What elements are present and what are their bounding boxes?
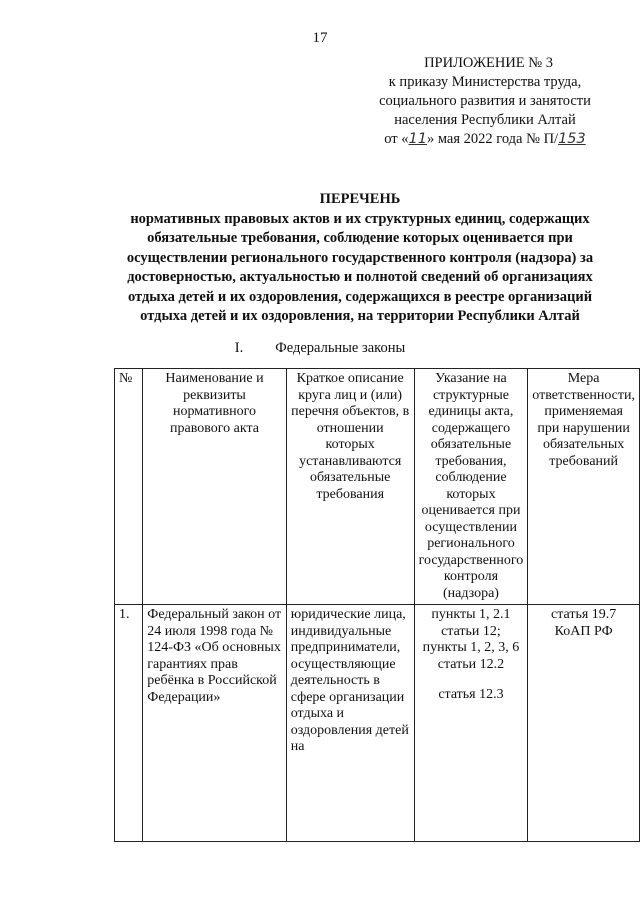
table-header-row [115,369,640,605]
table-row [115,605,640,842]
date-prefix: от « [384,131,409,147]
section-name: Федеральные законы [275,340,406,356]
title-line: нормативных правовых актов и их структурных единиц, содержащих [130,210,590,227]
annex-region-line: населения Республики Алтай [394,112,576,128]
units-item: статья 12.3 [438,687,504,702]
handwritten-order-number: 153 [558,131,586,147]
annex-block [355,54,615,149]
row-act: Федеральный закон от 24 июля 1998 года № 124-ФЗ «Об основных гарантиях прав ребёнка в Российской Федерации» [143,605,286,842]
page-number: 17 [312,30,328,46]
annex-date-line [355,130,615,149]
section-number: I. [234,340,244,356]
title-line: осуществлении регионального государственного контроля (надзора) за [126,249,594,266]
annex-title: ПРИЛОЖЕНИЕ № 3 [424,55,553,71]
header-subjects: Краткое описание круга лиц и (или) перечня объектов, в отношении которых устанавливаются обязательные требования [286,369,414,605]
units-item: пункты 1, 2, 3, 6 статьи 12.2 [422,640,520,672]
title-line: отдыха детей и их оздоровления, содержащихся в реестре организаций [127,288,593,305]
handwritten-day: 11 [408,131,427,147]
annex-ministry-line: социального развития и занятости [379,93,591,109]
annex-order-line: к приказу Министерства труда, [388,74,582,90]
units-item: пункты 1, 2.1 статьи 12; [431,607,511,639]
requirements-table [114,368,640,842]
row-number: 1. [115,605,143,842]
header-structural-units: Указание на структурные единицы акта, содержащего обязательные требования, соблюдение которых оценивается при осуществлении регионального государственного контроля (надзора) [414,369,528,605]
header-number: № [115,369,143,605]
header-penalty: Мера ответственности, применяемая при нарушении обязательных требований [528,369,640,605]
document-title [110,190,610,327]
title-heading: ПЕРЕЧЕНЬ [319,191,401,207]
section-heading [0,340,640,357]
title-line: обязательные требования, соблюдение которых оценивается при [147,230,573,246]
date-middle: » мая 2022 года № П/ [426,131,559,147]
header-act-name: Наименование и реквизиты нормативного правового акта [143,369,286,605]
row-subjects: юридические лица, индивидуальные предприниматели, осуществляющие деятельность в сфере организации отдыха и оздоровления детей на [286,605,414,842]
row-penalty: статья 19.7 КоАП РФ [528,605,640,842]
row-structural-units [414,605,528,842]
title-line: достоверностью, актуальностью и полнотой сведений об организациях [127,269,593,285]
title-line: отдыха детей и их оздоровления, на территории Республики Алтай [140,308,580,324]
